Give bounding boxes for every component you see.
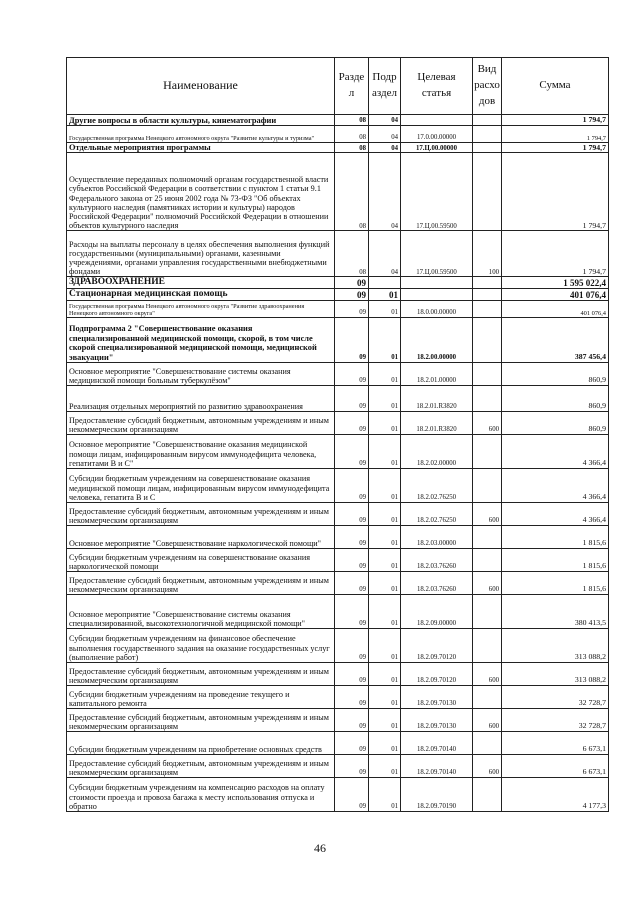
row-sum: 401 076,4 [502, 301, 609, 318]
row-razdel: 09 [335, 435, 369, 469]
row-podrazdel: 01 [369, 572, 401, 595]
table-row [67, 778, 609, 812]
row-sum: 1 794,7 [502, 231, 609, 277]
row-sum: 32 728,7 [502, 686, 609, 709]
row-expense-type [473, 363, 502, 386]
row-name: Основное мероприятие "Совершенствование оказания медицинской помощи лицам, инфицированным вирусом иммунодефицита человека, гепатитами В и С" [67, 435, 335, 469]
row-expense-type [473, 277, 502, 289]
row-expense-type [473, 469, 502, 503]
row-name: Основное мероприятие "Совершенствование системы оказания специализированной, высокотехнологичной медицинской помощи" [67, 595, 335, 629]
row-podrazdel: 01 [369, 549, 401, 572]
row-expense-type [473, 435, 502, 469]
row-target-article: 17.Ц.00.00000 [401, 143, 473, 153]
row-razdel: 08 [335, 115, 369, 126]
row-target-article: 17.Ц.00.59500 [401, 231, 473, 277]
row-expense-type [473, 595, 502, 629]
row-target-article: 18.2.02.00000 [401, 435, 473, 469]
row-expense-type [473, 153, 502, 231]
row-target-article: 18.2.09.70120 [401, 629, 473, 663]
row-razdel: 08 [335, 143, 369, 153]
row-name: Государственная программа Ненецкого автономного округа "Развитие культуры и туризма" [67, 126, 335, 143]
row-target-article [401, 289, 473, 301]
row-razdel: 08 [335, 126, 369, 143]
row-name: Предоставление субсидий бюджетным, автономным учреждениям и иным некоммерческим организациям [67, 572, 335, 595]
row-name: Предоставление субсидий бюджетным, автономным учреждениям и иным некоммерческим организациям [67, 503, 335, 526]
row-razdel: 09 [335, 732, 369, 755]
row-target-article: 18.2.02.76250 [401, 469, 473, 503]
row-sum: 4 366,4 [502, 469, 609, 503]
row-target-article: 18.2.02.76250 [401, 503, 473, 526]
row-sum: 860,9 [502, 363, 609, 386]
row-expense-type [473, 686, 502, 709]
row-expense-type [473, 115, 502, 126]
row-podrazdel: 04 [369, 115, 401, 126]
table-row [67, 549, 609, 572]
table-row [67, 301, 609, 318]
table-row [67, 503, 609, 526]
row-name: Субсидии бюджетным учреждениям на совершенствование оказания наркологической помощи [67, 549, 335, 572]
page-number: 46 [314, 841, 326, 855]
row-podrazdel: 01 [369, 363, 401, 386]
table-row [67, 755, 609, 778]
table-row [67, 686, 609, 709]
header-expense-type: Вид расхо дов [473, 58, 502, 115]
row-target-article: 18.2.09.70130 [401, 709, 473, 732]
row-razdel: 09 [335, 503, 369, 526]
row-razdel: 09 [335, 663, 369, 686]
row-expense-type [473, 126, 502, 143]
row-target-article: 18.2.03.76260 [401, 572, 473, 595]
row-expense-type: 600 [473, 755, 502, 778]
row-name: Субсидии бюджетным учреждениям на проведение текущего и капитального ремонта [67, 686, 335, 709]
row-razdel: 09 [335, 289, 369, 301]
row-sum: 32 728,7 [502, 709, 609, 732]
row-target-article: 18.2.09.00000 [401, 595, 473, 629]
row-podrazdel: 01 [369, 503, 401, 526]
row-razdel: 09 [335, 686, 369, 709]
budget-table [66, 57, 609, 812]
row-name: ЗДРАВООХРАНЕНИЕ [67, 277, 335, 289]
row-sum: 6 673,1 [502, 755, 609, 778]
table-header-row [67, 58, 609, 115]
row-expense-type: 600 [473, 709, 502, 732]
row-name: Субсидии бюджетным учреждениям на совершенствование оказания медицинской помощи лицам, инфицированным вирусом иммунодефицита человека, гепатита В и С [67, 469, 335, 503]
row-sum: 1 815,6 [502, 526, 609, 549]
row-razdel: 09 [335, 572, 369, 595]
header-sum: Сумма [502, 58, 609, 115]
row-razdel: 09 [335, 301, 369, 318]
table-row [67, 469, 609, 503]
table-row [67, 526, 609, 549]
row-name: Стационарная медицинская помощь [67, 289, 335, 301]
table-row [67, 572, 609, 595]
row-target-article: 18.2.00.00000 [401, 318, 473, 363]
row-podrazdel: 04 [369, 153, 401, 231]
row-sum: 313 088,2 [502, 629, 609, 663]
row-podrazdel: 01 [369, 663, 401, 686]
row-podrazdel: 01 [369, 289, 401, 301]
row-podrazdel: 04 [369, 126, 401, 143]
row-target-article: 18.2.03.76260 [401, 549, 473, 572]
row-name: Субсидии бюджетным учреждениям на финансовое обеспечение выполнения государственного задания на оказание государственных услуг (выполнение работ) [67, 629, 335, 663]
row-sum: 1 815,6 [502, 549, 609, 572]
row-name: Подпрограмма 2 "Совершенствование оказания специализированной медицинской помощи, скорой, в том числе скорой специализированной медицинской помощи, медицинской эвакуации" [67, 318, 335, 363]
row-sum: 1 794,7 [502, 115, 609, 126]
row-razdel: 09 [335, 709, 369, 732]
row-podrazdel [369, 277, 401, 289]
row-razdel: 09 [335, 318, 369, 363]
row-expense-type [473, 629, 502, 663]
row-name: Отдельные мероприятия программы [67, 143, 335, 153]
row-target-article: 18.2.01.R3820 [401, 412, 473, 435]
row-target-article [401, 115, 473, 126]
row-name: Государственная программа Ненецкого автономного округа "Развитие здравоохранения Ненецкого автономного округа" [67, 301, 335, 318]
row-podrazdel: 01 [369, 595, 401, 629]
row-razdel: 09 [335, 412, 369, 435]
row-expense-type: 100 [473, 231, 502, 277]
row-expense-type [473, 778, 502, 812]
row-podrazdel: 01 [369, 469, 401, 503]
row-sum: 4 366,4 [502, 503, 609, 526]
table-body [67, 115, 609, 812]
table-row [67, 435, 609, 469]
row-sum: 1 815,6 [502, 572, 609, 595]
row-podrazdel: 01 [369, 301, 401, 318]
row-name: Основное мероприятие "Совершенствование наркологической помощи" [67, 526, 335, 549]
row-sum: 313 088,2 [502, 663, 609, 686]
row-target-article: 17.0.00.00000 [401, 126, 473, 143]
row-name: Осуществление переданных полномочий органам государственной власти субъектов Российской Федерации в соответствии с пунктом 1 статьи 9.1 Федерального закона от 25 июня 2002 года № 73-ФЗ "Об объектах культурного наследия (памятниках истории и культуры) народов Российской Федерации" полномочий Российской Федерации в отношении объектов культурного наследия [67, 153, 335, 231]
row-name: Субсидии бюджетным учреждениям на компенсацию расходов на оплату стоимости проезда и провоза багажа к месту использования отпуска и обратно [67, 778, 335, 812]
row-expense-type [473, 549, 502, 572]
row-name: Предоставление субсидий бюджетным, автономным учреждениям и иным некоммерческим организациям [67, 663, 335, 686]
row-target-article [401, 277, 473, 289]
row-razdel: 08 [335, 231, 369, 277]
table-row [67, 115, 609, 126]
header-name: Наименование [67, 58, 335, 115]
table-row [67, 277, 609, 289]
table-row [67, 289, 609, 301]
row-sum: 380 413,5 [502, 595, 609, 629]
row-expense-type [473, 301, 502, 318]
row-target-article: 18.2.03.00000 [401, 526, 473, 549]
row-razdel: 09 [335, 386, 369, 412]
row-razdel: 09 [335, 526, 369, 549]
row-expense-type [473, 318, 502, 363]
row-expense-type: 600 [473, 412, 502, 435]
row-sum: 1 794,7 [502, 153, 609, 231]
table-row [67, 412, 609, 435]
row-target-article: 18.2.01.00000 [401, 363, 473, 386]
row-razdel: 08 [335, 153, 369, 231]
row-target-article: 18.2.09.70140 [401, 755, 473, 778]
table-row [67, 732, 609, 755]
row-podrazdel: 01 [369, 629, 401, 663]
row-target-article: 18.2.09.70190 [401, 778, 473, 812]
row-expense-type [473, 526, 502, 549]
row-sum: 1 794,7 [502, 126, 609, 143]
row-target-article: 18.2.09.70120 [401, 663, 473, 686]
row-expense-type [473, 386, 502, 412]
row-name: Субсидии бюджетным учреждениям на приобретение основных средств [67, 732, 335, 755]
table-row [67, 126, 609, 143]
row-sum: 387 456,4 [502, 318, 609, 363]
row-name: Основное мероприятие "Совершенствование системы оказания медицинской помощи больным туберкулёзом" [67, 363, 335, 386]
table-row [67, 386, 609, 412]
row-expense-type: 600 [473, 663, 502, 686]
row-razdel: 09 [335, 469, 369, 503]
header-podrazdel: Подр аздел [369, 58, 401, 115]
row-sum: 860,9 [502, 412, 609, 435]
header-razdel: Разде л [335, 58, 369, 115]
row-expense-type [473, 732, 502, 755]
table-row [67, 663, 609, 686]
row-razdel: 09 [335, 629, 369, 663]
table-row [67, 629, 609, 663]
row-razdel: 09 [335, 778, 369, 812]
row-podrazdel: 01 [369, 686, 401, 709]
row-sum: 401 076,4 [502, 289, 609, 301]
row-podrazdel: 01 [369, 526, 401, 549]
table-row [67, 595, 609, 629]
table-row [67, 709, 609, 732]
row-target-article: 18.0.00.00000 [401, 301, 473, 318]
row-podrazdel: 01 [369, 386, 401, 412]
row-sum: 1 794,7 [502, 143, 609, 153]
table-row [67, 153, 609, 231]
table-row [67, 363, 609, 386]
row-sum: 6 673,1 [502, 732, 609, 755]
row-podrazdel: 01 [369, 778, 401, 812]
row-target-article: 18.2.09.70140 [401, 732, 473, 755]
row-expense-type [473, 143, 502, 153]
row-podrazdel: 01 [369, 709, 401, 732]
row-podrazdel: 01 [369, 435, 401, 469]
row-name: Реализация отдельных мероприятий по развитию здравоохранения [67, 386, 335, 412]
row-expense-type: 600 [473, 503, 502, 526]
table-row [67, 318, 609, 363]
row-razdel: 09 [335, 363, 369, 386]
row-razdel: 09 [335, 755, 369, 778]
row-target-article: 18.2.01.R3820 [401, 386, 473, 412]
row-sum: 860,9 [502, 386, 609, 412]
row-podrazdel: 01 [369, 732, 401, 755]
row-sum: 4 177,3 [502, 778, 609, 812]
row-name: Предоставление субсидий бюджетным, автономным учреждениям и иным некоммерческим организациям [67, 709, 335, 732]
row-podrazdel: 04 [369, 143, 401, 153]
row-name: Предоставление субсидий бюджетным, автономным учреждениям и иным некоммерческим организациям [67, 412, 335, 435]
row-target-article: 18.2.09.70130 [401, 686, 473, 709]
row-podrazdel: 01 [369, 755, 401, 778]
row-name: Другие вопросы в области культуры, кинематографии [67, 115, 335, 126]
row-sum: 1 595 022,4 [502, 277, 609, 289]
row-podrazdel: 04 [369, 231, 401, 277]
row-sum: 4 366,4 [502, 435, 609, 469]
row-name: Расходы на выплаты персоналу в целях обеспечения выполнения функций государственными (муниципальными) органами, казенными учреждениями, органами управления государственными внебюджетными фондами [67, 231, 335, 277]
row-razdel: 09 [335, 277, 369, 289]
row-expense-type [473, 289, 502, 301]
table-row [67, 231, 609, 277]
row-name: Предоставление субсидий бюджетным, автономным учреждениям и иным некоммерческим организациям [67, 755, 335, 778]
row-podrazdel: 01 [369, 412, 401, 435]
row-expense-type: 600 [473, 572, 502, 595]
row-target-article: 17.Ц.00.59500 [401, 153, 473, 231]
row-razdel: 09 [335, 595, 369, 629]
row-razdel: 09 [335, 549, 369, 572]
row-podrazdel: 01 [369, 318, 401, 363]
header-target-article: Целевая статья [401, 58, 473, 115]
table-row [67, 143, 609, 153]
